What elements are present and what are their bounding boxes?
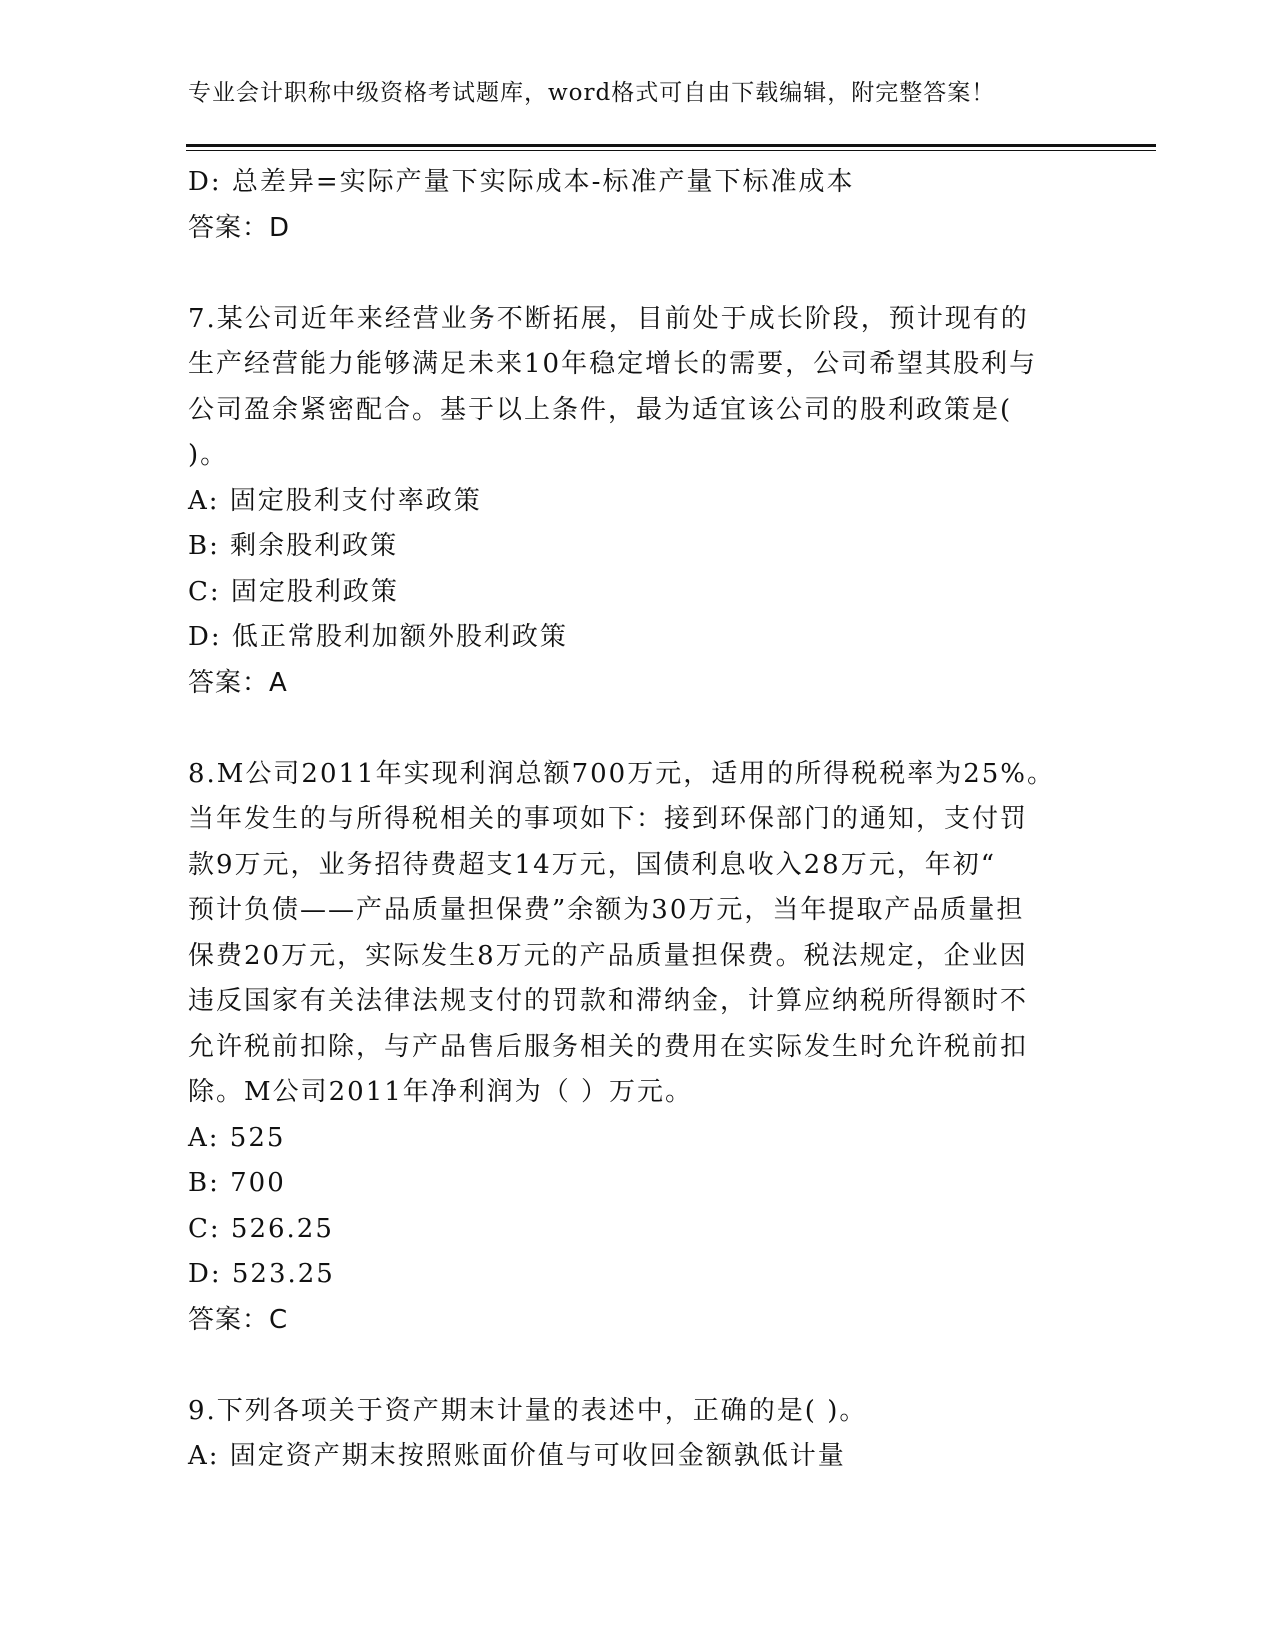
q8-stem-line: 预计负债——产品质量担保费”余额为30万元，当年提取产品质量担	[188, 895, 1025, 925]
q8-stem-line: 保费20万元，实际发生8万元的产品质量担保费。税法规定，企业因	[188, 940, 1028, 971]
q7-option-a: A: 固定股利支付率政策	[188, 485, 482, 516]
q8-option-a: A: 525	[188, 1122, 286, 1153]
spacer	[188, 251, 1088, 297]
q8-stem-line: 允许税前扣除，与产品售后服务相关的费用在实际发生时允许税前扣	[188, 1031, 1029, 1062]
q7-answer: 答案：A	[188, 667, 288, 698]
q7-option-d: D: 低正常股利加额外股利政策	[188, 622, 568, 652]
q9-stem-line: 9.下列各项关于资产期末计量的表述中，正确的是( )。	[188, 1395, 868, 1426]
q6-option-d: D: 总差异=实际产量下实际成本-标准产量下标准成本	[188, 167, 855, 197]
q8-stem-line: 违反国家有关法律法规支付的罚款和滞纳金，计算应纳税所得额时不	[188, 986, 1029, 1016]
q8-option-d: D: 523.25	[188, 1259, 335, 1289]
spacer	[188, 1343, 1088, 1389]
q6-answer: 答案：D	[188, 212, 291, 243]
q8-option-c: C: 526.25	[188, 1213, 334, 1244]
q8-stem-line: 除。M公司2011年净利润为（ ）万元。	[188, 1077, 694, 1107]
q8-stem-line: 当年发生的与所得税相关的事项如下：接到环保部门的通知，支付罚	[188, 804, 1029, 834]
spacer	[188, 706, 1088, 752]
header-rule-thin	[186, 150, 1156, 151]
q7-stem-line: 7.某公司近年来经营业务不断拓展，目前处于成长阶段，预计现有的	[188, 303, 1029, 334]
q8-option-b: B: 700	[188, 1168, 286, 1198]
q8-answer: 答案：C	[188, 1304, 289, 1335]
q7-stem-line: 公司盈余紧密配合。基于以上条件，最为适宜该公司的股利政策是(	[188, 394, 1013, 425]
q7-option-b: B: 剩余股利政策	[188, 531, 399, 561]
q8-stem-line: 款9万元，业务招待费超支14万元，国债利息收入28万元，年初“	[188, 849, 997, 880]
q8-stem-line: 8.M公司2011年实现利润总额700万元，适用的所得税税率为25%。	[188, 758, 1056, 789]
question-content	[188, 160, 1088, 1480]
header-rule-thick	[186, 144, 1156, 147]
q7-option-c: C: 固定股利政策	[188, 576, 399, 607]
page-header: 专业会计职称中级资格考试题库，word格式可自由下载编辑，附完整答案！	[188, 80, 996, 106]
q7-stem-line: )。	[188, 440, 229, 470]
q7-stem-line: 生产经营能力能够满足未来10年稳定增长的需要，公司希望其股利与	[188, 349, 1038, 379]
q9-option-a: A: 固定资产期末按照账面价值与可收回金额孰低计量	[188, 1441, 846, 1471]
